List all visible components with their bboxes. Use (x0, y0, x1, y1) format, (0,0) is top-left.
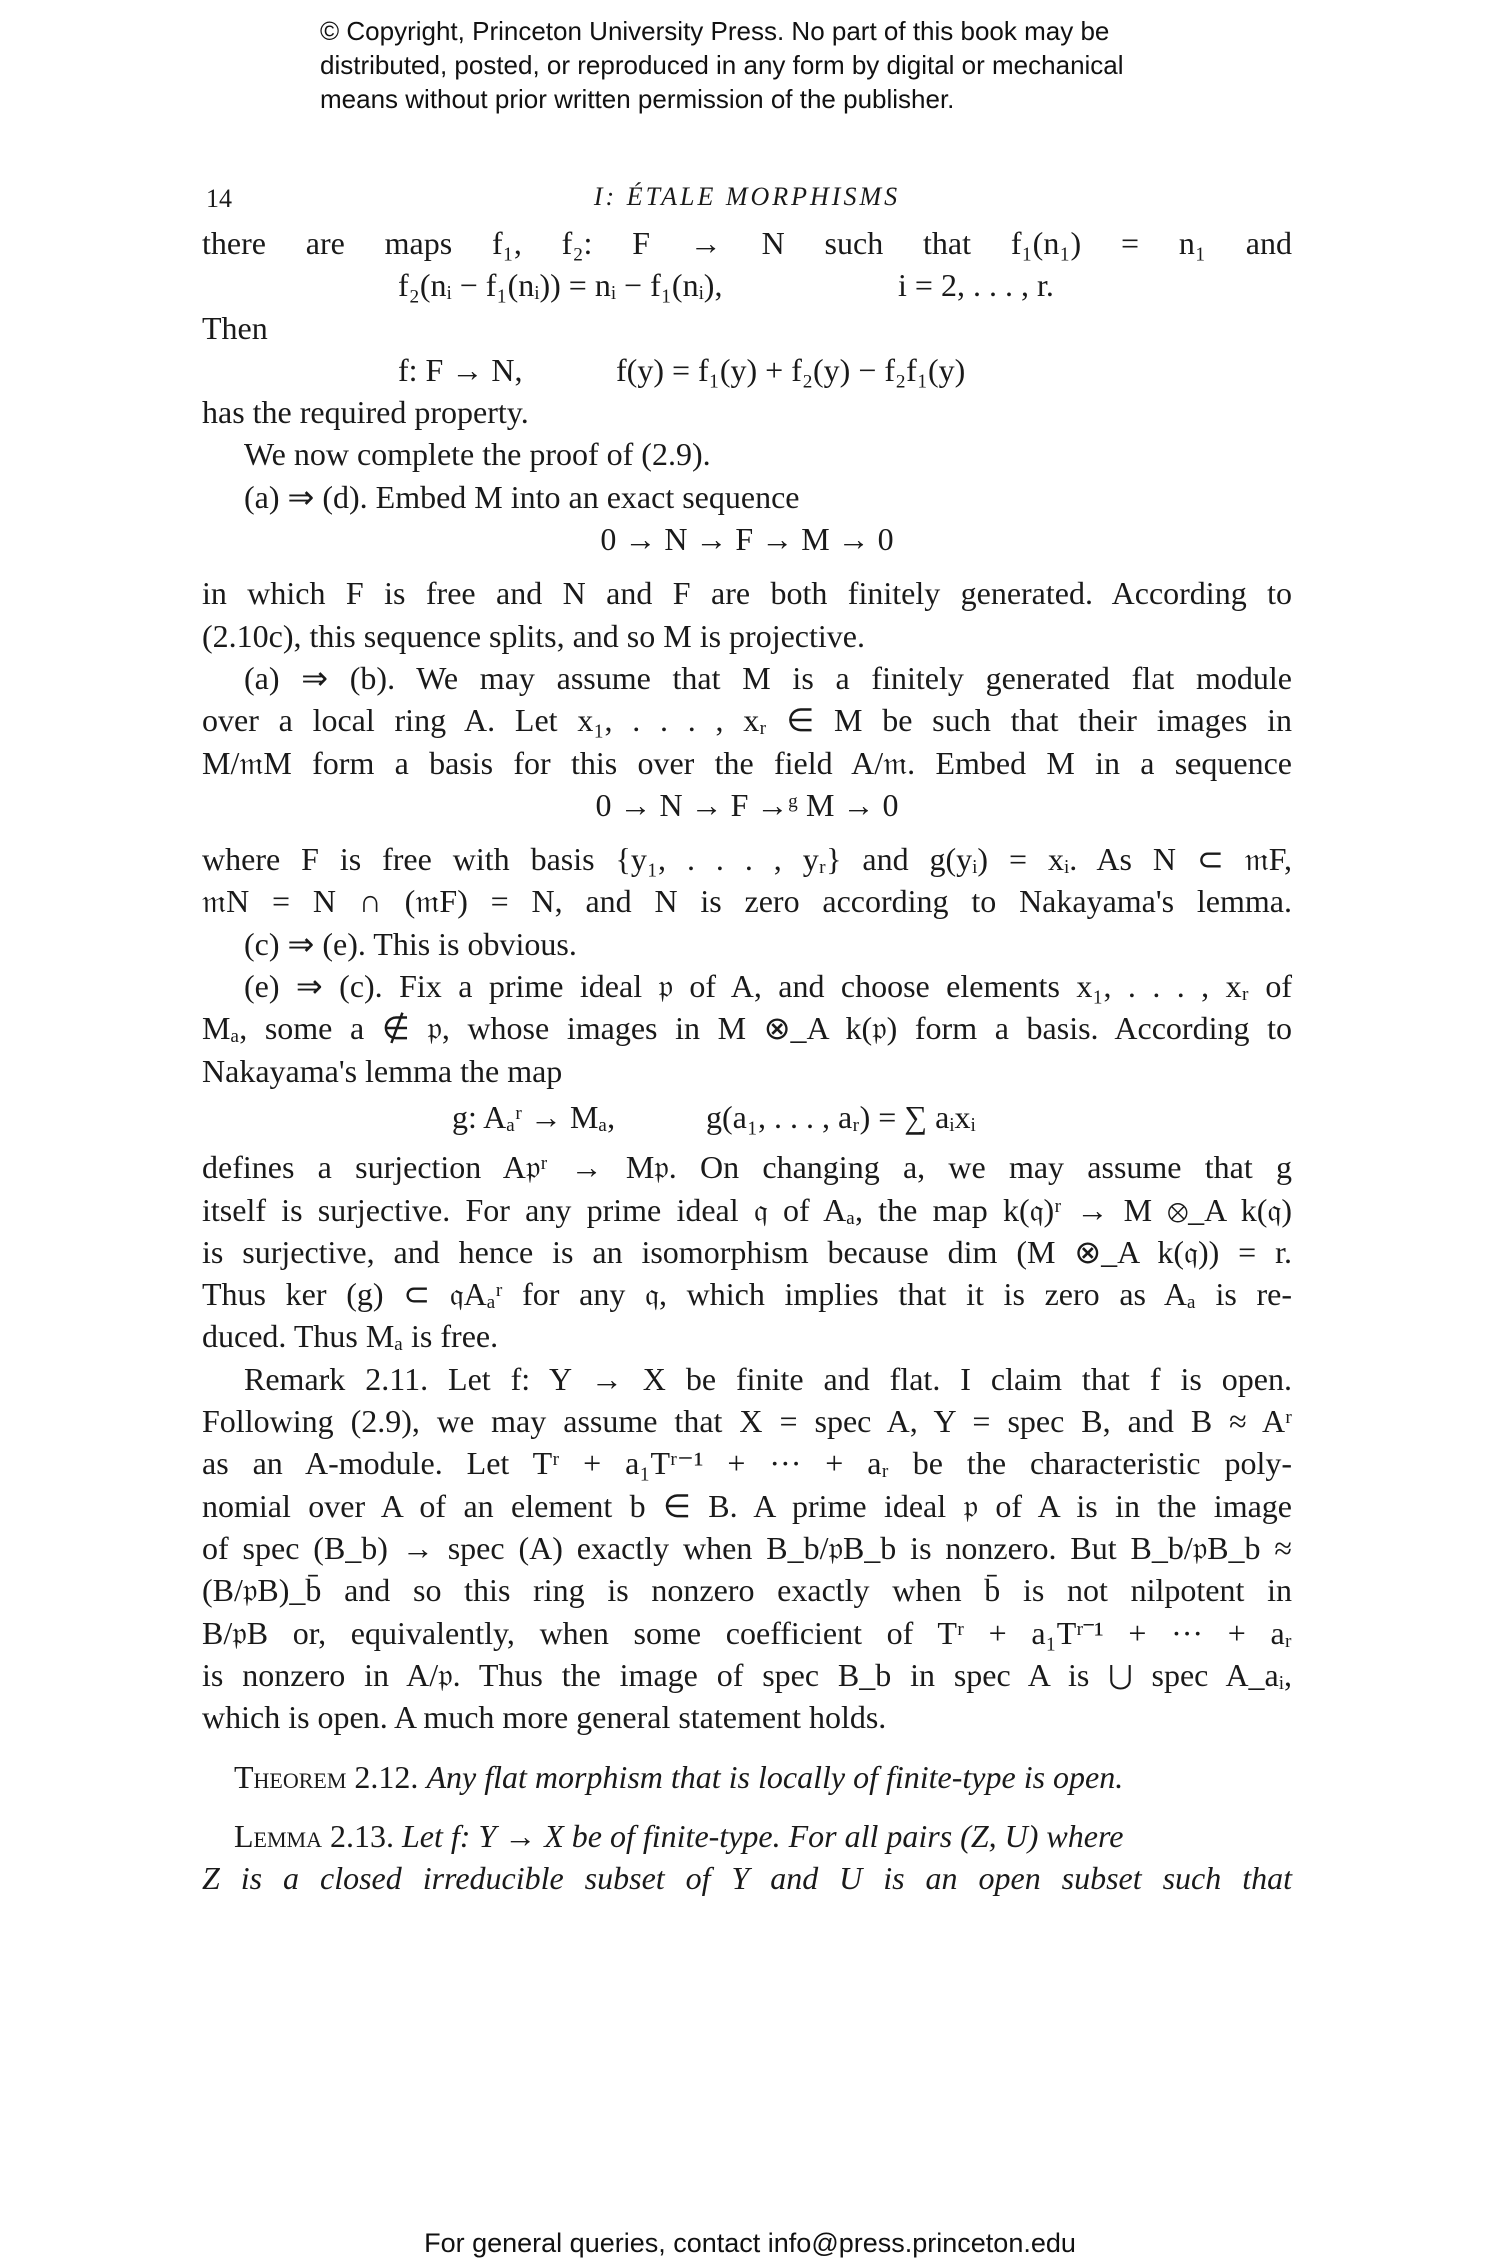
page-body (202, 176, 1292, 1899)
equation: 0 → N → F → M → 0 (600, 521, 894, 558)
equation-part: i = 2, . . . , r. (898, 267, 1054, 304)
text-line: duced. Thus Mₐ is free. (202, 1318, 499, 1355)
equation: 0 → N → F →ᵍ M → 0 (595, 786, 899, 823)
theorem-text: Any flat morphism that is locally of finite-type is open. (426, 1759, 1124, 1796)
text-line: Mₐ, some a ∉ 𝔭, whose images in M ⊗_A k(𝔭) form a basis. According to (202, 1010, 1292, 1047)
theorem-label: Theorem 2.12. (234, 1759, 419, 1796)
text-line: Thus ker (g) ⊂ 𝔮Aₐʳ for any 𝔮, which implies that it is zero as Aₐ is re- (202, 1276, 1292, 1313)
text-line: defines a surjection A𝔭ʳ → M𝔭. On changing a, we may assume that g (202, 1149, 1292, 1186)
copyright-notice (320, 14, 1320, 116)
running-head: I: ÉTALE MORPHISMS (593, 182, 901, 211)
equation-part: f(y) = f₁(y) + f₂(y) − f₂f₁(y) (616, 351, 966, 388)
text-line: Then (202, 309, 268, 346)
equation-part: f₂(nᵢ − f₁(nᵢ)) = nᵢ − f₁(nᵢ), (398, 267, 723, 304)
text-line: M/𝔪M form a basis for this over the field A/𝔪. Embed M in a sequence (202, 744, 1292, 781)
text-line: nomial over A of an element b ∈ B. A prime ideal 𝔭 of A is in the image (202, 1487, 1292, 1524)
lemma-label: Lemma 2.13. (234, 1817, 394, 1854)
equation-part: f: F → N, (398, 351, 523, 388)
text-line: itself is surjective. For any prime ideal 𝔮 of Aₐ, the map k(𝔮)ʳ → M ⊗_A k(𝔮) (202, 1191, 1292, 1228)
text-line: where F is free with basis {y₁, . . . , yᵣ} and g(yᵢ) = xᵢ. As N ⊂ 𝔪F, (202, 841, 1292, 878)
equation-part: g(a₁, . . . , aᵣ) = ∑ aᵢxᵢ (706, 1098, 976, 1135)
equation (202, 349, 1292, 391)
text-line: in which F is free and N and F are both finitely generated. According to (202, 575, 1292, 612)
text-line: (a) ⇒ (b). We may assume that M is a finitely generated flat module (244, 659, 1292, 696)
text-line: there are maps f₁, f₂: F → N such that f₁(n₁) = n₁ and (202, 225, 1292, 261)
equation (202, 264, 1292, 306)
text-line: is nonzero in A/𝔭. Thus the image of spec B_b in spec A is ⋃ spec A_aᵢ, (202, 1656, 1292, 1693)
text-line: (e) ⇒ (c). Fix a prime ideal 𝔭 of A, and choose elements x₁, . . . , xᵣ of (244, 968, 1292, 1005)
equation-part: g: Aₐʳ → Mₐ, (452, 1098, 616, 1135)
text-line: (a) ⇒ (d). Embed M into an exact sequence (244, 478, 800, 515)
text-line: 𝔪N = N ∩ (𝔪F) = N, and N is zero according to Nakayama's lemma. (202, 883, 1292, 920)
text-line: is surjective, and hence is an isomorphism because dim (M ⊗_A k(𝔮)) = r. (202, 1233, 1292, 1270)
running-header (202, 176, 1292, 222)
equation (202, 1096, 1292, 1138)
text-line: (2.10c), this sequence splits, and so M is projective. (202, 617, 865, 654)
text-line: which is open. A much more general statement holds. (202, 1699, 887, 1736)
text-line: over a local ring A. Let x₁, . . . , xᵣ ∈ M be such that their images in (202, 702, 1292, 739)
lemma-text-line: Z is a closed irreducible subset of Y and U is an open subset such that (202, 1859, 1292, 1896)
copyright-line: means without prior written permission of the publisher. (320, 84, 955, 114)
footer-contact: For general queries, contact info@press.princeton.edu (424, 2228, 1076, 2258)
copyright-line: distributed, posted, or reproduced in any form by digital or mechanical (320, 50, 1124, 80)
text-line: B/𝔭B or, equivalently, when some coefficient of Tʳ + a₁Tʳ⁻¹ + ··· + aᵣ (202, 1614, 1292, 1651)
theorem (202, 1756, 1292, 1798)
text-line: (c) ⇒ (e). This is obvious. (244, 925, 577, 962)
text-line: (B/𝔭B)_b̄ and so this ring is nonzero exactly when b̄ is not nilpotent in (202, 1572, 1292, 1609)
lemma-text: Let f: Y → X be of finite-type. For all pairs (Z, U) where (402, 1817, 1124, 1854)
text-line: Remark 2.11. Let f: Y → X be finite and flat. I claim that f is open. (244, 1360, 1292, 1397)
text-line: Nakayama's lemma the map (202, 1052, 563, 1089)
lemma (202, 1815, 1292, 1857)
text-line: We now complete the proof of (2.9). (244, 436, 711, 473)
text-line: Following (2.9), we may assume that X = spec A, Y = spec B, and B ≈ Aʳ (202, 1403, 1292, 1440)
text-line: as an A-module. Let Tʳ + a₁Tʳ⁻¹ + ··· + aᵣ be the characteristic poly- (202, 1445, 1292, 1482)
copyright-line: © Copyright, Princeton University Press. No part of this book may be (320, 16, 1110, 46)
page-number: 14 (206, 184, 232, 213)
text-line: has the required property. (202, 394, 529, 431)
text-line: of spec (B_b) → spec (A) exactly when B_b/𝔭B_b is nonzero. But B_b/𝔭B_b ≈ (202, 1529, 1292, 1566)
